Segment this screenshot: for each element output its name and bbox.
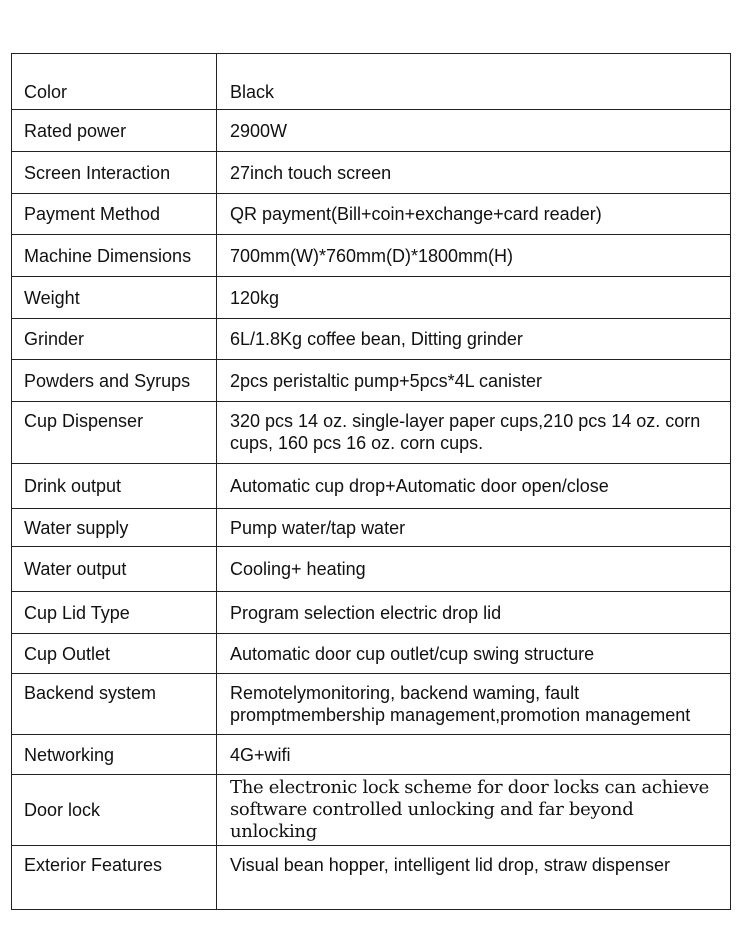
spec-value: 4G+wifi <box>217 735 731 775</box>
table-row <box>12 735 731 775</box>
spec-value: Program selection electric drop lid <box>217 592 731 634</box>
spec-value: 2900W <box>217 110 731 152</box>
table-row <box>12 547 731 592</box>
table-row <box>12 634 731 674</box>
spec-key: Powders and Syrups <box>12 360 217 402</box>
spec-key: Grinder <box>12 319 217 360</box>
spec-key: Weight <box>12 277 217 319</box>
table-row <box>12 846 731 910</box>
spec-value: Remotelymonitoring, backend waming, fault promptmembership management,promotion management <box>217 674 731 735</box>
table-row <box>12 277 731 319</box>
spec-key: Water output <box>12 547 217 592</box>
spec-value: 700mm(W)*760mm(D)*1800mm(H) <box>217 235 731 277</box>
table-row <box>12 464 731 509</box>
spec-key: Screen Interaction <box>12 152 217 194</box>
spec-value: Automatic door cup outlet/cup swing structure <box>217 634 731 674</box>
spec-key: Drink output <box>12 464 217 509</box>
spec-key: Door lock <box>12 775 217 846</box>
table-row <box>12 110 731 152</box>
table-row <box>12 674 731 735</box>
table-row <box>12 402 731 464</box>
table-row <box>12 360 731 402</box>
spec-table <box>11 53 731 910</box>
spec-key: Machine Dimensions <box>12 235 217 277</box>
spec-value: Pump water/tap water <box>217 509 731 547</box>
table-row <box>12 509 731 547</box>
spec-value: 2pcs peristaltic pump+5pcs*4L canister <box>217 360 731 402</box>
spec-value: Visual bean hopper, intelligent lid drop, straw dispenser <box>217 846 731 910</box>
spec-value: 6L/1.8Kg coffee bean, Ditting grinder <box>217 319 731 360</box>
spec-value: Black <box>217 54 731 110</box>
table-row <box>12 152 731 194</box>
table-row <box>12 775 731 846</box>
spec-value: 320 pcs 14 oz. single-layer paper cups,210 pcs 14 oz. corn cups, 160 pcs 16 oz. corn cups. <box>217 402 731 464</box>
spec-key: Cup Lid Type <box>12 592 217 634</box>
table-row <box>12 235 731 277</box>
spec-value: QR payment(Bill+coin+exchange+card reader) <box>217 194 731 235</box>
spec-key: Cup Dispenser <box>12 402 217 464</box>
spec-key: Exterior Features <box>12 846 217 910</box>
spec-value: Cooling+ heating <box>217 547 731 592</box>
spec-value: 27inch touch screen <box>217 152 731 194</box>
spec-key: Backend system <box>12 674 217 735</box>
spec-key: Cup Outlet <box>12 634 217 674</box>
spec-key: Payment Method <box>12 194 217 235</box>
spec-key: Networking <box>12 735 217 775</box>
spec-value: 120kg <box>217 277 731 319</box>
table-row <box>12 319 731 360</box>
spec-value: Automatic cup drop+Automatic door open/close <box>217 464 731 509</box>
table-row <box>12 54 731 110</box>
spec-key: Water supply <box>12 509 217 547</box>
spec-key: Color <box>12 54 217 110</box>
spec-key: Rated power <box>12 110 217 152</box>
table-row <box>12 194 731 235</box>
spec-value: The electronic lock scheme for door locks can achieve software controlled unlocking and far beyond unlocking <box>217 775 731 846</box>
table-row <box>12 592 731 634</box>
